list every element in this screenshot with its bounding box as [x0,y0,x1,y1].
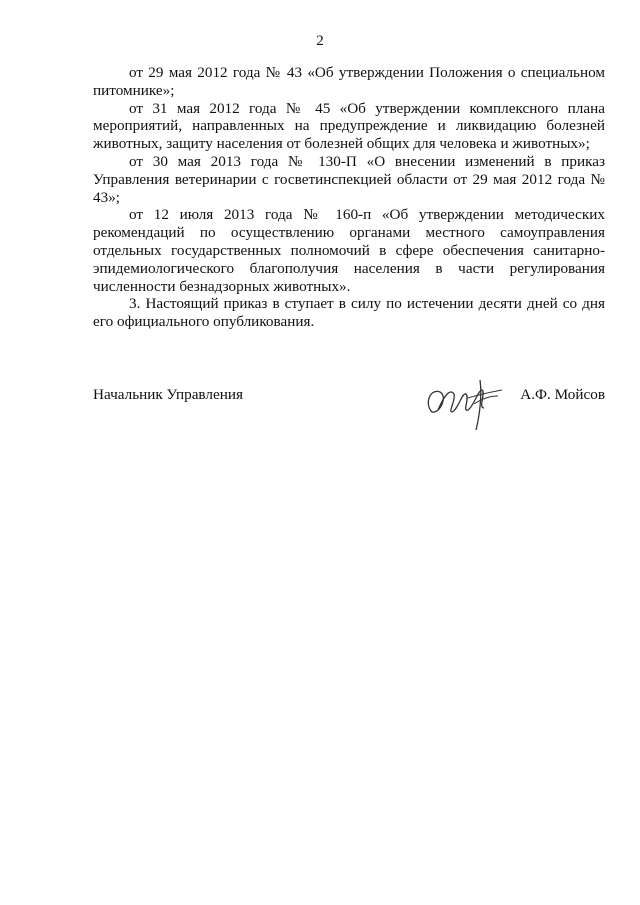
paragraph-order-160: от 12 июля 2013 года № 160-п «Об утверждении методических рекомендаций по осуществлению органами местного самоуправления отдельных государственных полномочий в сфере обеспечения санитарно-эпидемиологического благополучия населения в части регулирования численности безнадзорных животных». [93,206,605,295]
paragraph-order-43: от 29 мая 2012 года № 43 «Об утверждении Положения о специальном питомнике»; [93,64,605,99]
document-body [93,64,605,331]
paragraph-order-45: от 31 мая 2012 года № 45 «Об утверждении комплексного плана мероприятий, направленных на предупреждение и ликвидацию болезней животных, защиту населения от болезней общих для человека и животных»; [93,99,605,153]
paragraph-effective-date: 3. Настоящий приказ в ступает в силу по истечении десяти дней со дня его официального опубликования. [93,295,605,331]
page-number: 2 [316,33,324,49]
signer-title: Начальник Управления [93,386,243,403]
handwritten-signature-icon [418,374,508,434]
signature-block [93,380,605,440]
paragraph-order-130: от 30 мая 2013 года № 130-П «О внесении изменений в приказ Управления ветеринарии с госветинспекцией области от 29 мая 2012 года № 43»; [93,152,605,206]
signer-name: А.Ф. Мойсов [520,386,605,403]
